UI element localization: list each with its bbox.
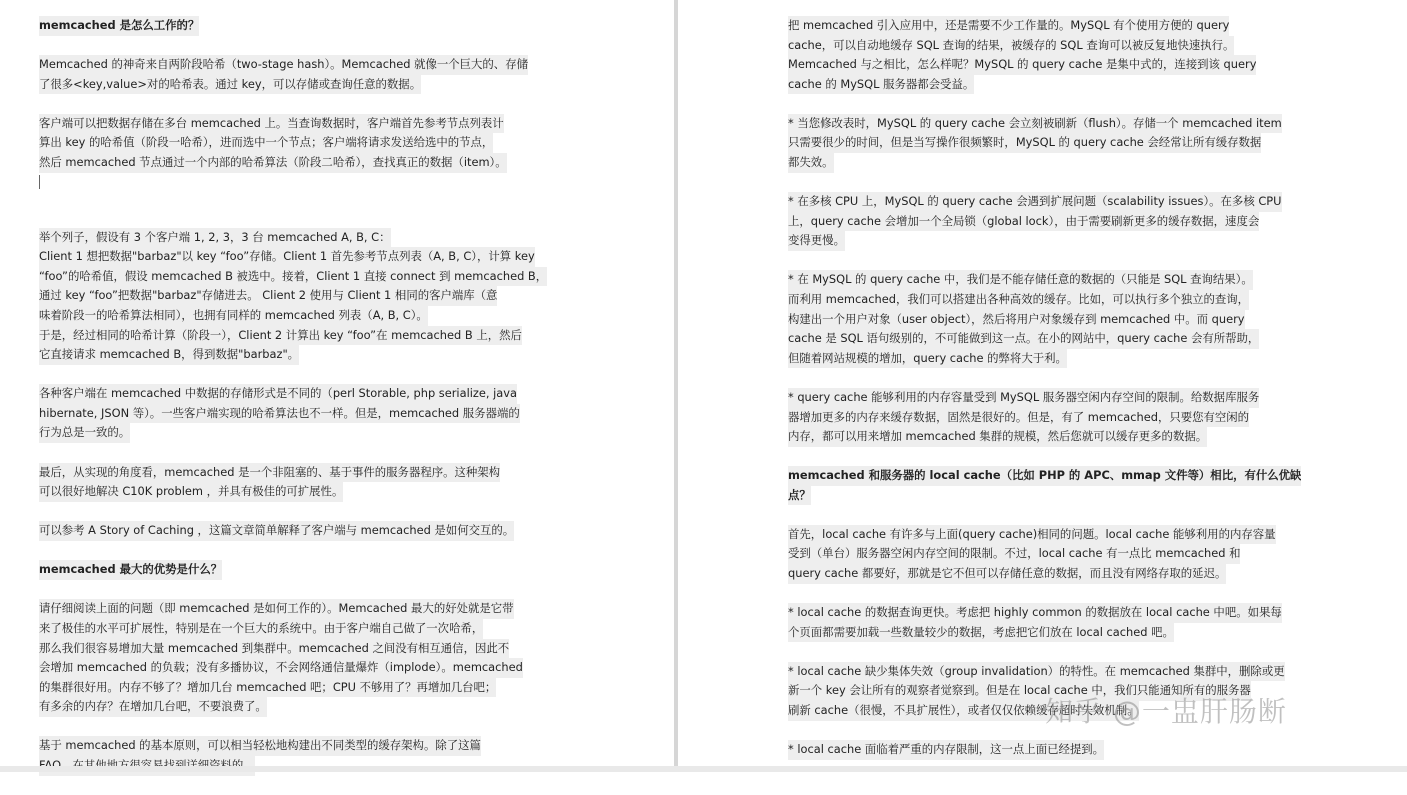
text-line[interactable]: 而利用 memcached，我们可以搭建出各种高效的缓存。比如，可以执行多个独立的查询， (788, 290, 1249, 310)
section-heading (39, 560, 561, 580)
paragraph (788, 388, 1310, 447)
text-line[interactable]: memcached 是怎么工作的？ (39, 16, 199, 36)
paragraph (39, 55, 561, 94)
text-line[interactable]: 来了极佳的水平可扩展性，特别是在一个巨大的系统中。由于客户端自己做了一次哈希， (39, 619, 483, 639)
blank-line (39, 208, 561, 228)
text-line[interactable]: 点？ (788, 486, 811, 506)
text-line[interactable]: 各种客户端在 memcached 中数据的存储形式是不同的（perl Storable, php serialize, java (39, 384, 517, 404)
text-line[interactable]: * local cache 面临着严重的内存限制，这一点上面已经提到。 (788, 740, 1104, 760)
horizontal-scrollbar[interactable] (0, 766, 1407, 772)
paragraph (788, 114, 1310, 173)
paragraph (39, 228, 561, 365)
text-line[interactable]: 基于 memcached 的基本原则，可以相当轻松地构建出不同类型的缓存架构。除了这篇 (39, 736, 481, 756)
paragraph (39, 384, 561, 443)
text-line[interactable]: 最后，从实现的角度看，memcached 是一个非阻塞的、基于事件的服务器程序。这种架构 (39, 463, 500, 483)
text-cursor (39, 175, 40, 189)
text-line[interactable]: 那么我们很容易增加大量 memcached 到集群中。memcached 之间没有相互通信，因此不 (39, 639, 509, 659)
paragraph (39, 463, 561, 502)
text-line[interactable]: 可以很好地解决 C10K problem ，并具有极佳的可扩展性。 (39, 482, 343, 502)
text-line[interactable]: * 在 MySQL 的 query cache 中，我们是不能存储任意的数据的（只能是 SQL 查询结果）。 (788, 270, 1253, 290)
text-line[interactable]: 个页面都需要加载一些数量较少的数据，考虑把它们放在 local cached 吧。 (788, 623, 1174, 643)
left-page (0, 0, 674, 772)
paragraph (39, 521, 561, 541)
text-line[interactable]: 有多余的内存？在增加几台吧，不要浪费了。 (39, 697, 267, 717)
text-line[interactable]: 会增加 memcached 的负载；没有多播协议，不会网络通信量爆炸（implode）。memcached (39, 658, 523, 678)
right-page (678, 0, 1407, 772)
text-line[interactable]: 都失效。 (788, 153, 834, 173)
text-line[interactable]: 但随着网站规模的增加，query cache 的弊将大于利。 (788, 349, 1067, 369)
text-line[interactable]: Memcached 与之相比，怎么样呢？MySQL 的 query cache 是集中式的，连接到该 query (788, 55, 1256, 75)
text-line[interactable]: Memcached 的神奇来自两阶段哈希（two-stage hash）。Memcached 就像一个巨大的、存储 (39, 55, 528, 75)
text-line[interactable]: 受到（单台）服务器空闲内存空间的限制。不过，local cache 有一点比 memcached 和 (788, 544, 1240, 564)
right-column (788, 16, 1310, 779)
text-line[interactable]: 内存，都可以用来增加 memcached 集群的规模，然后您就可以缓存更多的数据。 (788, 427, 1207, 447)
text-line[interactable]: memcached 最大的优势是什么？ (39, 560, 222, 580)
text-line[interactable]: cache 是 SQL 语句级别的，不可能做到这一点。在小的网站中，query cache 会有所帮助， (788, 329, 1259, 349)
text-line[interactable]: 把 memcached 引入应用中，还是需要不少工作量的。MySQL 有个使用方便的 query (788, 16, 1229, 36)
paragraph (788, 740, 1310, 760)
left-column (39, 16, 561, 795)
text-line[interactable]: cache，可以自动地缓存 SQL 查询的结果，被缓存的 SQL 查询可以被反复地快速执行。 (788, 36, 1234, 56)
text-line[interactable]: * query cache 能够利用的内存容量受到 MySQL 服务器空闲内存空间的限制。给数据库服务 (788, 388, 1259, 408)
text-line[interactable]: 变得更慢。 (788, 231, 845, 251)
text-line[interactable]: query cache 都要好，那就是它不但可以存储任意的数据，而且没有网络存取的延迟。 (788, 564, 1226, 584)
paragraph (788, 16, 1310, 94)
text-line[interactable]: 它直接请求 memcached B，得到数据"barbaz"。 (39, 345, 299, 365)
text-line[interactable]: 行为总是一致的。 (39, 423, 130, 443)
text-line[interactable]: 可以参考 A Story of Caching ，这篇文章简单解释了客户端与 memcached 是如何交互的。 (39, 521, 514, 541)
paragraph (39, 114, 561, 189)
text-line[interactable]: cache 的 MySQL 服务器都会受益。 (788, 75, 974, 95)
paragraph (39, 599, 561, 717)
text-line[interactable]: 首先，local cache 有许多与上面(query cache)相同的问题。local cache 能够利用的内存容量 (788, 525, 1276, 545)
watermark: 知乎 @一盅肝肠断 (1045, 695, 1287, 728)
text-line[interactable]: 构建出一个用户对象（user object），然后将用户对象缓存到 memcached 中。而 query (788, 310, 1245, 330)
text-line[interactable]: 客户端可以把数据存储在多台 memcached 上。当查询数据时，客户端首先参考节点列表计 (39, 114, 504, 134)
text-line[interactable]: 只需要很少的时间，但是当写操作很频繁时，MySQL 的 query cache 会经常让所有缓存数据 (788, 133, 1261, 153)
paragraph (788, 192, 1310, 251)
text-line[interactable]: 新一个 key 会让所有的观察者觉察到。但是在 local cache 中，我们只能通知所有的服务器 (788, 681, 1251, 701)
text-line[interactable]: * local cache 的数据查询更快。考虑把 highly common 的数据放在 local cache 中吧。如果每 (788, 603, 1282, 623)
text-line[interactable]: 上，query cache 会增加一个全局锁（global lock），由于需要刷新更多的缓存数据，速度会 (788, 212, 1259, 232)
text-line[interactable]: 然后 memcached 节点通过一个内部的哈希算法（阶段二哈希），查找真正的数据（item）。 (39, 153, 507, 173)
text-line[interactable]: hibernate, JSON 等）。一些客户端实现的哈希算法也不一样。但是，memcached 服务器端的 (39, 404, 520, 424)
text-line[interactable]: * 在多核 CPU 上，MySQL 的 query cache 会遇到扩展问题（scalability issues）。在多核 CPU (788, 192, 1282, 212)
text-line[interactable]: 的集群很好用。内存不够了？增加几台 memcached 吧；CPU 不够用了？再增加几台吧； (39, 678, 496, 698)
section-heading (39, 16, 561, 36)
text-line[interactable]: Client 1 想把数据"barbaz"以 key “foo”存储。Client 1 首先参考节点列表（A, B, C），计算 key (39, 247, 535, 267)
text-line[interactable]: 请仔细阅读上面的问题（即 memcached 是如何工作的）。Memcached 最大的好处就是它带 (39, 599, 514, 619)
text-line[interactable]: 味着阶段一的哈希算法相同），也拥有同样的 memcached 列表（A, B, C）。 (39, 306, 428, 326)
text-line[interactable]: memcached 和服务器的 local cache（比如 PHP 的 APC、mmap 文件等）相比，有什么优缺 (788, 466, 1301, 486)
text-line[interactable]: 于是，经过相同的哈希计算（阶段一），Client 2 计算出 key “foo”在 memcached B 上，然后 (39, 326, 522, 346)
text-line[interactable]: 刷新 cache（很慢，不具扩展性），或者仅仅依赖缓存超时失效机制。 (788, 701, 1139, 721)
text-line[interactable]: 举个列子，假设有 3 个客户端 1, 2, 3，3 台 memcached A, B, C： (39, 228, 391, 248)
paragraph (788, 525, 1310, 584)
text-line[interactable]: 器增加更多的内存来缓存数据，固然是很好的。但是，有了 memcached，只要您有空闲的 (788, 408, 1249, 428)
text-line[interactable]: * 当您修改表时，MySQL 的 query cache 会立刻被刷新（flush）。存储一个 memcached item (788, 114, 1282, 134)
text-line[interactable]: “foo”的哈希值，假设 memcached B 被选中。接着，Client 1 直接 connect 到 memcached B， (39, 267, 547, 287)
text-line[interactable]: * local cache 缺少集体失效（group invalidation）的特性。在 memcached 集群中，删除或更 (788, 662, 1285, 682)
paragraph (788, 270, 1310, 368)
paragraph (788, 603, 1310, 642)
text-line[interactable]: 了很多<key,value>对的哈希表。通过 key，可以存储或查询任意的数据。 (39, 75, 421, 95)
text-line[interactable]: 算出 key 的哈希值（阶段一哈希），进而选中一个节点；客户端将请求发送给选中的节点， (39, 133, 493, 153)
section-heading (788, 466, 1310, 505)
text-line[interactable]: 通过 key “foo”把数据"barbaz"存储进去。 Client 2 使用与 Client 1 相同的客户端库（意 (39, 286, 497, 306)
